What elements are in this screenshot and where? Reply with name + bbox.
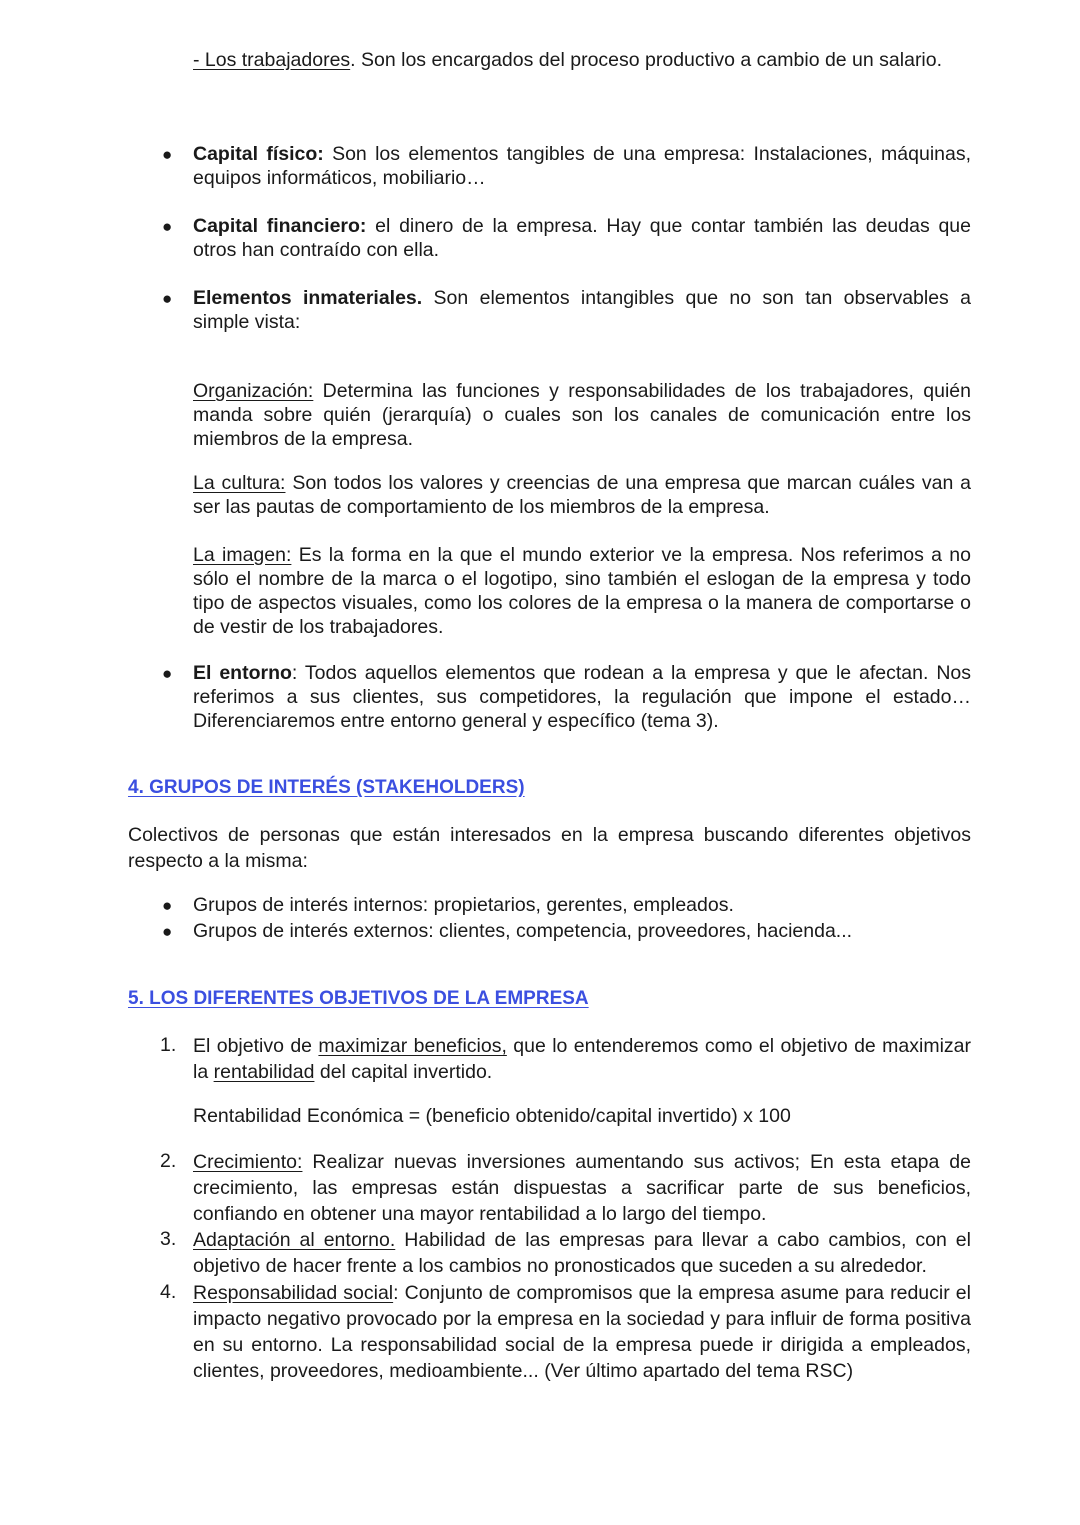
objective-1-post: del capital invertido. <box>314 1061 493 1083</box>
cultura-term: La cultura: <box>193 472 286 494</box>
bullet-icon: ● <box>162 922 173 941</box>
objective-3-paragraph <box>193 1227 971 1279</box>
entorno-paragraph <box>193 661 971 733</box>
workers-text: . Son los encargados del proceso productivo a cambio de un salario. <box>350 49 943 71</box>
objective-1-term: maximizar beneficios, <box>318 1035 507 1057</box>
list-number: 3. <box>160 1228 177 1250</box>
objective-1-term2: rentabilidad <box>213 1061 315 1083</box>
list-number: 4. <box>160 1281 177 1303</box>
objective-4-paragraph <box>193 1280 971 1384</box>
cultura-paragraph <box>193 471 971 519</box>
stakeholder-item-external: Grupos de interés externos: clientes, competencia, proveedores, hacienda... <box>193 920 853 942</box>
workers-label: - Los trabajadores <box>193 49 351 71</box>
imagen-paragraph <box>193 543 971 639</box>
imagen-text: Es la forma en la que el mundo exterior ve la empresa. Nos referimos a no sólo el nombre de la marca o el logotipo, sino también el eslogan de la empresa y todo tipo de aspectos visuales, como los colores de la empresa o la manera de comportarse o de vestir de los trabajadores. <box>193 544 971 638</box>
stakeholder-item-internal: Grupos de interés internos: propietarios, gerentes, empleados. <box>193 894 734 916</box>
rentabilidad-formula: Rentabilidad Económica = (beneficio obtenido/capital invertido) x 100 <box>193 1105 791 1127</box>
capital-financiero-paragraph <box>193 214 971 262</box>
bullet-icon: ● <box>162 664 173 683</box>
objective-4-term: Responsabilidad social <box>193 1282 394 1304</box>
bullet-icon: ● <box>162 289 173 308</box>
objective-2-text: Realizar nuevas inversiones aumentando sus activos; En esta etapa de crecimiento, las empresas están dispuestas a sacrificar parte de sus beneficios, confiando en obtener una mayor rentabilidad a lo largo del tiempo. <box>193 1151 971 1225</box>
cultura-text: Son todos los valores y creencias de una empresa que marcan cuáles van a ser las pautas de comportamiento de los miembros de la empresa. <box>193 472 971 518</box>
list-number: 1. <box>160 1034 177 1056</box>
capital-fisico-paragraph <box>193 142 971 190</box>
organizacion-paragraph <box>193 379 971 451</box>
objective-1-pre: El objetivo de <box>193 1035 319 1057</box>
entorno-term: El entorno <box>193 662 292 684</box>
capital-fisico-text: Son los elementos tangibles de una empresa: Instalaciones, máquinas, equipos informáticos, mobiliario… <box>193 143 972 189</box>
bullet-icon: ● <box>162 217 173 236</box>
capital-financiero-term: Capital financiero: <box>193 215 367 237</box>
capital-fisico-term: Capital físico: <box>193 143 324 165</box>
bullet-icon: ● <box>162 145 173 164</box>
objective-3-text: Habilidad de las empresas para llevar a cabo cambios, con el objetivo de hacer frente a los cambios no pronosticados que suceden a su alrededor. <box>193 1229 971 1277</box>
inmateriales-paragraph <box>193 286 971 334</box>
inmateriales-term: Elementos inmateriales. <box>193 287 423 309</box>
bullet-icon: ● <box>162 896 173 915</box>
objective-1-mid: que lo entenderemos como el objetivo de maximizar la <box>193 1035 971 1083</box>
section-4-heading: 4. GRUPOS DE INTERÉS (STAKEHOLDERS) <box>128 777 525 798</box>
objective-2-paragraph <box>193 1149 971 1227</box>
objective-4-text: : Conjunto de compromisos que la empresa asume para reducir el impacto negativo provocado por la empresa en la sociedad y para influir de forma positiva en su entorno. La responsabilidad social de la empresa puede ir dirigida a empleados, clientes, proveedores, medioambiente... (Ver último apartado del tema RSC) <box>193 1282 971 1382</box>
objective-2-term: Crecimiento: <box>193 1151 303 1173</box>
section-4-intro: Colectivos de personas que están interesados en la empresa buscando diferentes objetivos respecto a la misma: <box>128 824 971 872</box>
organizacion-term: Organización: <box>193 380 314 402</box>
list-number: 2. <box>160 1150 177 1172</box>
objective-1-paragraph <box>193 1033 971 1085</box>
section-5-heading: 5. LOS DIFERENTES OBJETIVOS DE LA EMPRESA <box>128 988 589 1009</box>
entorno-text: : Todos aquellos elementos que rodean a la empresa y que le afectan. Nos referimos a sus clientes, sus competidores, la regulación que impone el estado…Diferenciaremos entre entorno general y específico (tema 3). <box>193 662 971 732</box>
objective-3-term: Adaptación al entorno. <box>193 1229 396 1251</box>
imagen-term: La imagen: <box>193 544 292 566</box>
inmateriales-text: Son elementos intangibles que no son tan observables a simple vista: <box>193 287 972 333</box>
workers-paragraph <box>193 48 971 72</box>
capital-financiero-text: el dinero de la empresa. Hay que contar también las deudas que otros han contraído con ella. <box>193 215 971 261</box>
organizacion-text: Determina las funciones y responsabilidades de los trabajadores, quién manda sobre quién (jerarquía) o cuales son los canales de comunicación entre los miembros de la empresa. <box>193 380 971 450</box>
